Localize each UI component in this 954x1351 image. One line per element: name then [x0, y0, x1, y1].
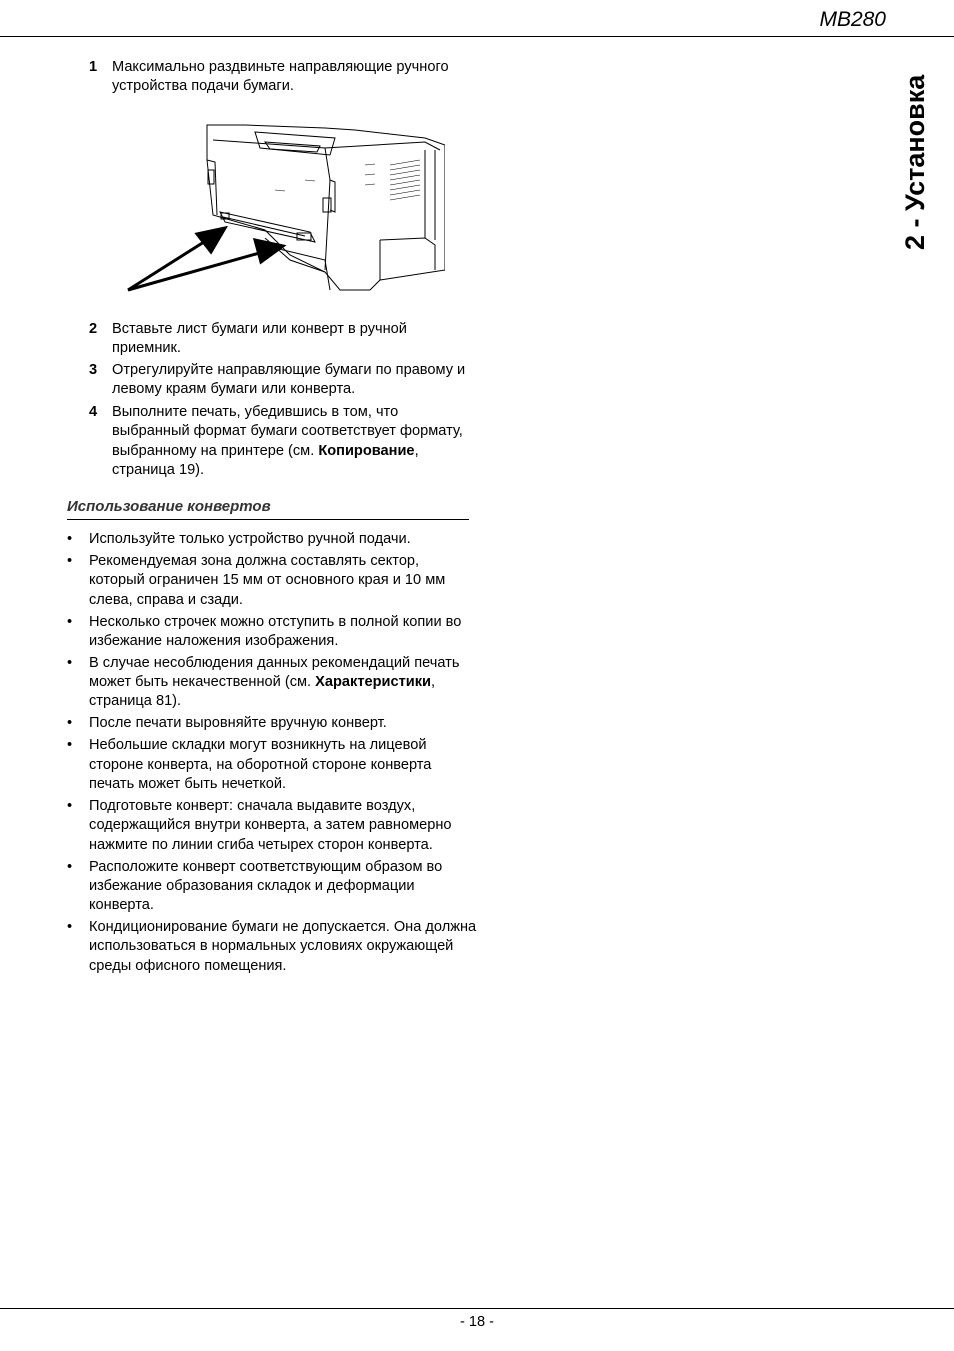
bullet-icon: • — [67, 552, 73, 569]
step-4 — [89, 403, 479, 480]
step-text-part: , страница 19). — [112, 442, 419, 478]
envelope-bullet-list — [67, 530, 477, 979]
step-text: Отрегулируйте направляющие бумаги по правому и левому краям бумаги или конверта. — [112, 362, 466, 398]
list-item-text: Небольшие складки могут возникнуть на лицевой стороне конверта, на оборотной стороне конверта печать может быть нечеткой. — [89, 737, 432, 792]
reference-link-specs: Характеристики — [315, 674, 431, 691]
step-number: 3 — [89, 362, 98, 378]
list-item-text: Кондиционирование бумаги не допускается. Она должна использоваться в нормальных условиях окружающей среды офисного помещения. — [89, 919, 477, 974]
bullet-icon: • — [67, 919, 73, 936]
list-item-text: Расположите конверт соответствующим образом во избежание образования складок и деформации конверта. — [89, 858, 443, 914]
step-text: Максимально раздвиньте направляющие ручного устройства подачи бумаги. — [112, 59, 449, 95]
list-item-text: Несколько строчек можно отступить в полной копии во избежание наложения изображения. — [89, 613, 462, 649]
bullet-icon: • — [67, 654, 73, 671]
bullet-icon: • — [67, 737, 73, 754]
step-3 — [89, 361, 479, 400]
list-item — [67, 714, 477, 733]
step-number: 1 — [89, 59, 98, 75]
section-tab: 2 - Установка — [900, 74, 930, 250]
list-item — [67, 797, 477, 855]
list-item — [67, 654, 477, 712]
list-item-text-part: В случае несоблюдения данных рекомендаций печать может быть некачественной (см. — [89, 654, 460, 691]
printer-illustration — [125, 120, 445, 295]
bullet-icon: • — [67, 858, 73, 875]
list-item-text: После печати выровняйте вручную конверт. — [89, 715, 387, 732]
list-item — [67, 613, 477, 652]
list-item-text: Используйте только устройство ручной подачи. — [89, 531, 411, 547]
list-item — [67, 858, 477, 916]
page-number: - 18 - — [459, 1314, 495, 1330]
list-item — [67, 736, 477, 794]
step-2 — [89, 320, 479, 359]
step-text — [112, 403, 479, 480]
step-1 — [89, 58, 479, 97]
bullet-icon: • — [67, 715, 73, 732]
list-item — [67, 552, 477, 610]
list-item — [67, 530, 477, 549]
bullet-icon: • — [67, 531, 73, 547]
section-rule — [67, 519, 469, 520]
list-item — [67, 918, 477, 976]
bullet-icon: • — [67, 797, 73, 814]
footer-rule — [0, 1308, 954, 1309]
section-heading: Использование конвертов — [67, 498, 271, 515]
reference-link-copy: Копирование — [318, 442, 415, 459]
step-text-part: Выполните печать, убедившись в том, что выбранный формат бумаги соответствует формату, выбранному на принтере (см. — [112, 404, 463, 459]
step-number: 2 — [89, 321, 98, 337]
list-item-text: Рекомендуемая зона должна составлять сектор, который ограничен 15 мм от основного края и 10 мм слева, справа и сзади. — [89, 552, 446, 608]
header-rule — [0, 36, 954, 37]
list-item-text — [89, 655, 459, 710]
list-item-text: Подготовьте конверт: сначала выдавите воздух, содержащийся внутри конверта, а затем равномерно нажмите по линии сгиба четырех сторон конверта. — [89, 797, 452, 853]
list-item-text-part: , страница 81). — [89, 674, 436, 710]
step-text: Вставьте лист бумаги или конверт в ручной приемник. — [112, 321, 407, 357]
step-number: 4 — [89, 404, 98, 420]
header-model: MB280 — [819, 8, 886, 31]
bullet-icon: • — [67, 613, 73, 630]
